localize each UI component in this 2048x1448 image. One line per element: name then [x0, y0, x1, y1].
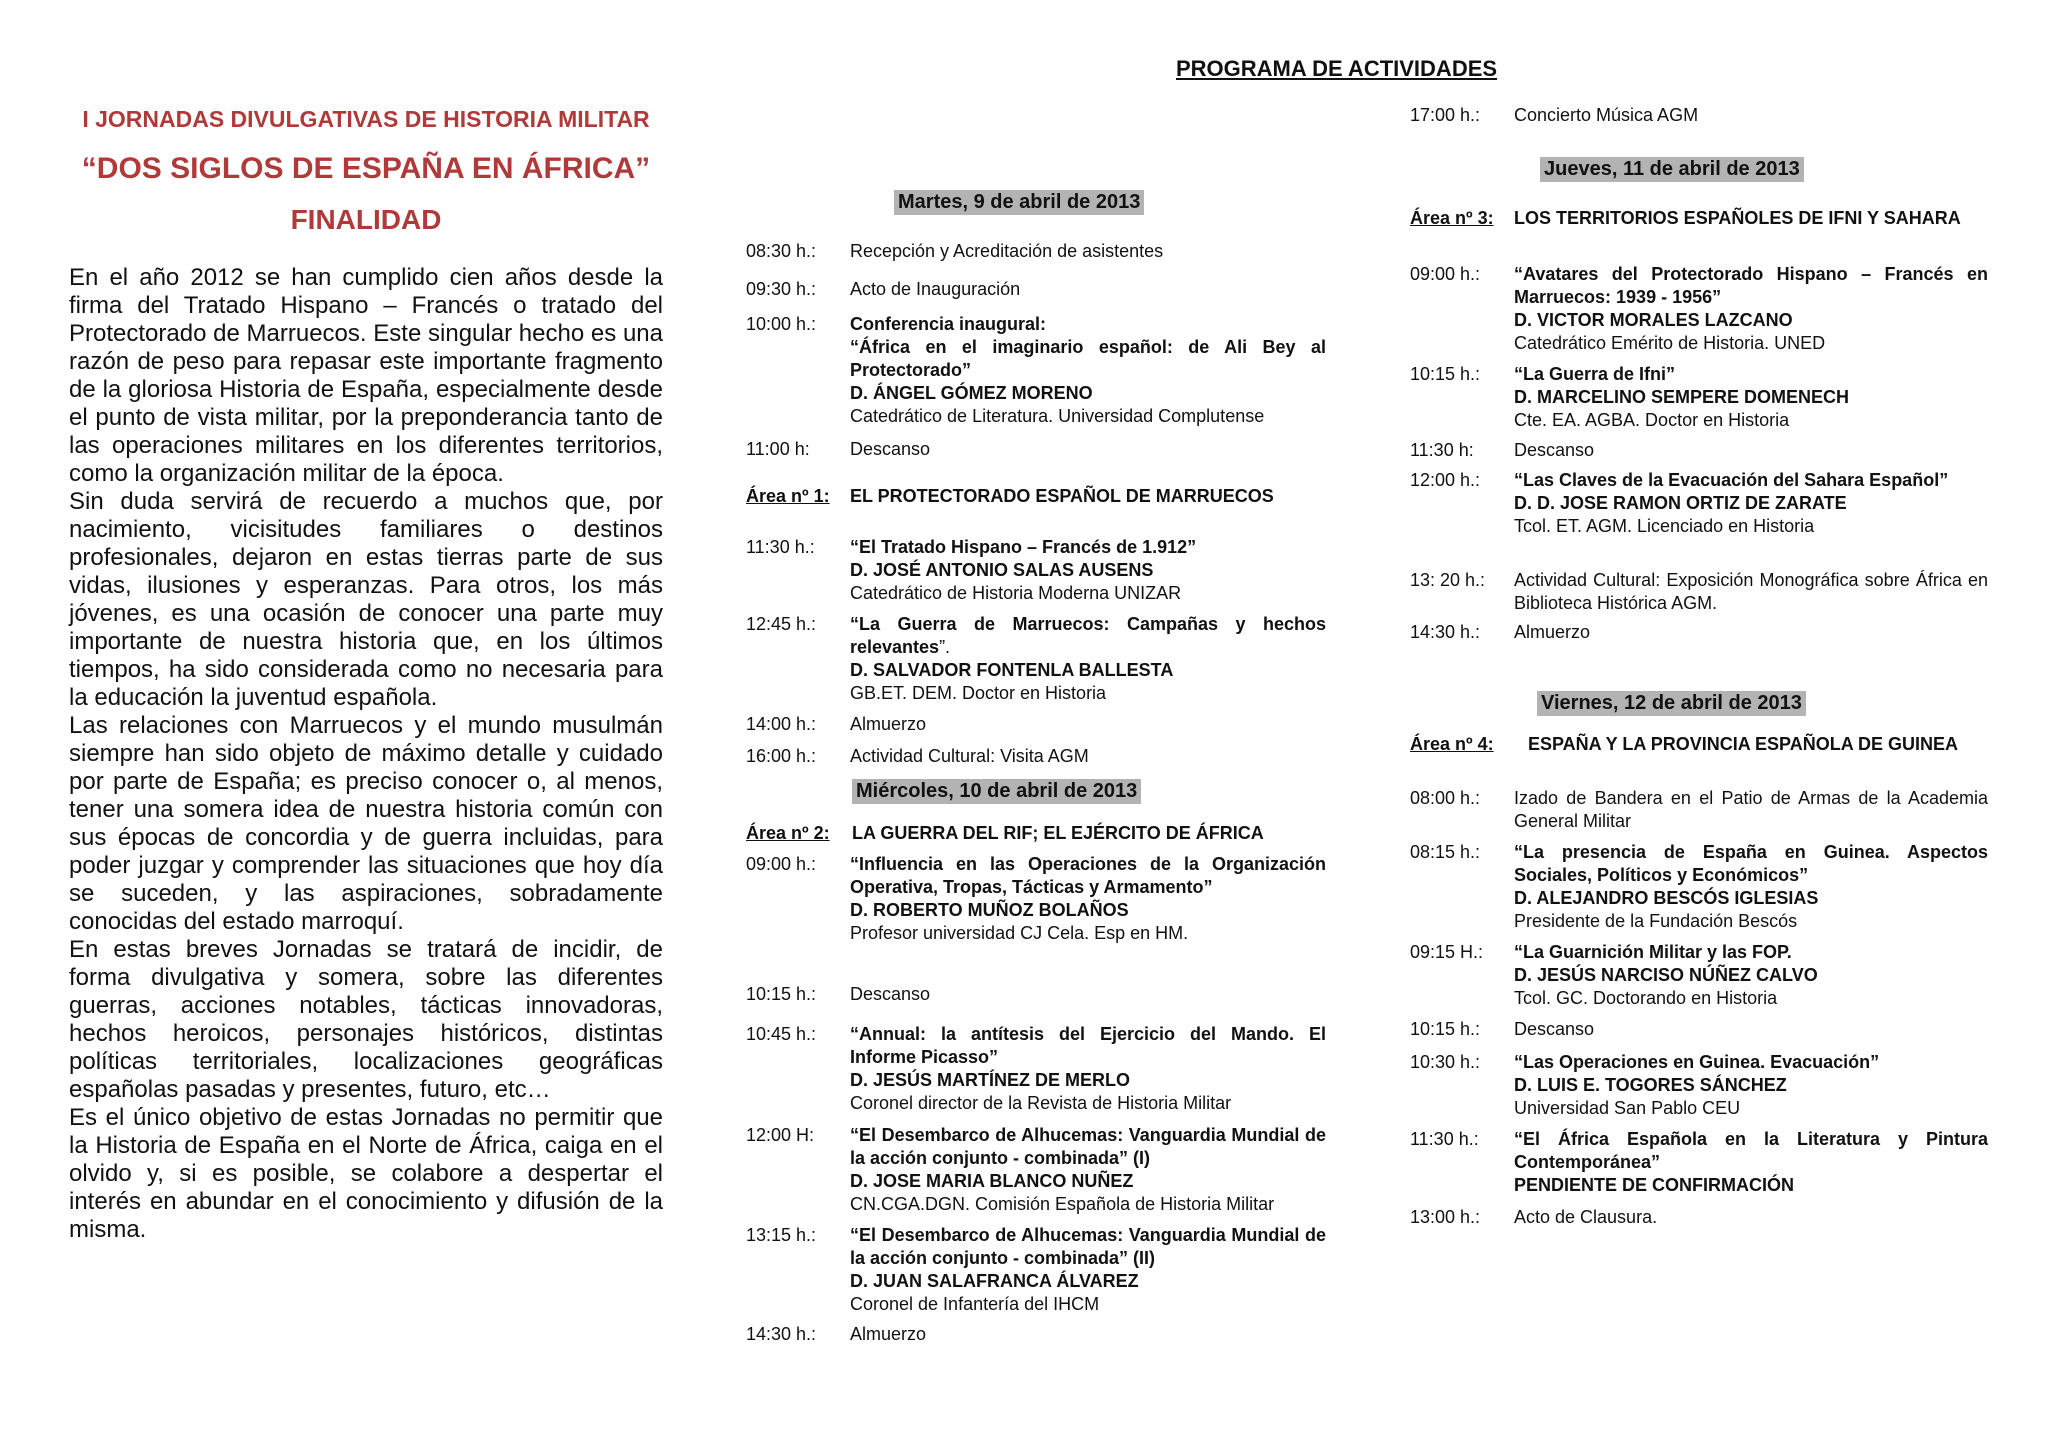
schedule-item [1410, 1128, 1988, 1197]
event-role: Tcol. ET. AGM. Licenciado en Historia [1514, 516, 1815, 536]
event-role: Coronel director de la Revista de Historia Militar [850, 1093, 1232, 1113]
event-speaker: D. VICTOR MORALES LAZCANO [1514, 310, 1793, 330]
event-title-end: ”. [939, 637, 951, 657]
series-title: I JORNADAS DIVULGATIVAS DE HISTORIA MILITAR [82, 106, 650, 132]
event-text: Acto de Inauguración [850, 279, 1021, 299]
schedule-item [1410, 569, 1988, 615]
schedule-item [1410, 787, 1988, 833]
event-speaker: D. JUAN SALAFRANCA ÁLVAREZ [850, 1271, 1139, 1291]
event-title: “Avatares del Protectorado Hispano – Francés en Marruecos: 1939 - 1956” [1514, 264, 1988, 307]
area-name: LOS TERRITORIOS ESPAÑOLES DE IFNI Y SAHARA [1514, 208, 1961, 228]
schedule-item [746, 713, 1326, 736]
day-header-friday: Viernes, 12 de abril de 2013 [1537, 691, 1806, 716]
day-header-wednesday: Miércoles, 10 de abril de 2013 [852, 779, 1141, 804]
event-role: Catedrático Emérito de Historia. UNED [1514, 333, 1826, 353]
event-role: Coronel de Infantería del IHCM [850, 1294, 1100, 1314]
event-time: 10:15 h.: [1410, 364, 1481, 384]
event-text: Descanso [850, 439, 931, 459]
main-title: “DOS SIGLOS DE ESPAÑA EN ÁFRICA” [81, 152, 651, 185]
event-text: Actividad Cultural: Exposición Monográfica sobre África en Biblioteca Histórica AGM. [1514, 570, 1988, 613]
event-role: Tcol. GC. Doctorando en Historia [1514, 988, 1778, 1008]
event-role: Catedrático de Historia Moderna UNIZAR [850, 583, 1182, 603]
event-time: 09:15 H.: [1410, 942, 1484, 962]
area-heading [746, 485, 1326, 508]
event-title: “La Guarnición Militar y las FOP. [1514, 942, 1792, 962]
event-title: “Influencia en las Operaciones de la Organización Operativa, Tropas, Tácticas y Armamento” [850, 854, 1326, 897]
event-time: 08:30 h.: [746, 241, 817, 261]
schedule-item [746, 745, 1326, 768]
paragraph: Es el único objetivo de estas Jornadas no permitir que la Historia de España en el Norte de África, caiga en el olvido y, si es posible, se colabore a despertar el interés en abundar en el conocimiento y difusión de la misma. [69, 1104, 663, 1243]
event-time: 14:00 h.: [746, 714, 817, 734]
schedule-item [746, 983, 1326, 1006]
event-speaker: PENDIENTE DE CONFIRMACIÓN [1514, 1175, 1795, 1195]
area-label: Área nº 1: [746, 486, 830, 506]
day-header-tuesday: Martes, 9 de abril de 2013 [894, 190, 1144, 215]
day-header-thursday: Jueves, 11 de abril de 2013 [1540, 157, 1804, 182]
event-role: GB.ET. DEM. Doctor en Historia [850, 683, 1107, 703]
event-role: Presidente de la Fundación Bescós [1514, 911, 1798, 931]
event-title: “El Desembarco de Alhucemas: Vanguardia Mundial de la acción conjunto - combinada” (II) [850, 1225, 1326, 1268]
area-name: EL PROTECTORADO ESPAÑOL DE MARRUECOS [850, 486, 1274, 506]
section-title: FINALIDAD [290, 204, 442, 235]
area-name: LA GUERRA DEL RIF; EL EJÉRCITO DE ÁFRICA [852, 823, 1264, 843]
paragraph: En estas breves Jornadas se tratará de incidir, de forma divulgativa y somera, sobre las diferentes guerras, acciones notables, tácticas innovadoras, hechos heroicos, personajes históricos, distintas políticas territoriales, localizaciones geográficas españolas pasadas y presentes, futuro, etc… [69, 936, 663, 1103]
schedule-item [1410, 941, 1988, 1010]
event-time: 12:00 H: [746, 1125, 815, 1145]
event-time: 08:15 h.: [1410, 842, 1481, 862]
event-title: “Las Operaciones en Guinea. Evacuación” [1514, 1052, 1880, 1072]
schedule-item [746, 438, 1326, 461]
schedule-item [1410, 469, 1988, 538]
event-time: 13:15 h.: [746, 1225, 817, 1245]
schedule-item [1410, 1206, 1988, 1229]
schedule-item [746, 313, 1326, 428]
schedule-item [1410, 363, 1988, 432]
event-text: Descanso [1514, 1019, 1595, 1039]
schedule-item [746, 1323, 1326, 1346]
event-time: 10:15 h.: [746, 984, 817, 1004]
event-title: “El África Española en la Literatura y Pintura Contemporánea” [1514, 1129, 1988, 1172]
event-title: “La Guerra de Marruecos: Campañas y hechos relevantes [850, 614, 1326, 657]
area-label: Área nº 2: [746, 823, 830, 843]
schedule-item [1410, 263, 1988, 355]
event-time: 12:00 h.: [1410, 470, 1481, 490]
event-speaker: D. JOSE MARIA BLANCO NUÑEZ [850, 1171, 1134, 1191]
schedule-item [746, 613, 1326, 705]
event-time: 13:00 h.: [1410, 1207, 1481, 1227]
schedule-item [746, 1023, 1326, 1115]
event-time: 09:00 h.: [1410, 264, 1481, 284]
event-time: 16:00 h.: [746, 746, 817, 766]
event-role: Profesor universidad CJ Cela. Esp en HM. [850, 923, 1189, 943]
event-title: “Annual: la antítesis del Ejercicio del Mando. El Informe Picasso” [850, 1024, 1326, 1067]
event-title: “La presencia de España en Guinea. Aspectos Sociales, Políticos y Económicos” [1514, 842, 1988, 885]
event-title: “Las Claves de la Evacuación del Sahara Español” [1514, 470, 1949, 490]
event-speaker: D. ROBERTO MUÑOZ BOLAÑOS [850, 900, 1129, 920]
event-speaker: D. JOSÉ ANTONIO SALAS AUSENS [850, 560, 1154, 580]
event-text: Descanso [850, 984, 931, 1004]
event-text: Almuerzo [850, 1324, 927, 1344]
area-label: Área nº 4: [1410, 734, 1494, 754]
event-speaker: D. SALVADOR FONTENLA BALLESTA [850, 660, 1174, 680]
area-label: Área nº 3: [1410, 208, 1494, 228]
schedule-item [746, 1224, 1326, 1316]
event-speaker: D. LUIS E. TOGORES SÁNCHEZ [1514, 1075, 1787, 1095]
event-time: 10:00 h.: [746, 314, 817, 334]
area-name: ESPAÑA Y LA PROVINCIA ESPAÑOLA DE GUINEA [1528, 734, 1959, 754]
program-title: PROGRAMA DE ACTIVIDADES [1176, 56, 1498, 81]
area-heading [1410, 207, 1988, 230]
event-time: 11:00 h: [746, 439, 810, 459]
area-heading [746, 822, 1326, 845]
event-time: 10:30 h.: [1410, 1052, 1481, 1072]
schedule-item [746, 1124, 1326, 1216]
schedule-item [746, 853, 1326, 945]
schedule-item [1410, 841, 1988, 933]
event-time: 14:30 h.: [1410, 622, 1481, 642]
event-text: Recepción y Acreditación de asistentes [850, 241, 1164, 261]
paragraph: Las relaciones con Marruecos y el mundo musulmán siempre han sido objeto de máximo detalle y cuidado por parte de España; es preciso conocer o, al menos, tener una somera idea de nuestra historia común con sus épocas de concordia y de guerra incluidas, para poder juzgar y comprender las situaciones que hoy día se suceden, y las aspiraciones, sobradamente conocidas del estado marroquí. [69, 712, 663, 935]
event-time: 11:30 h.: [746, 537, 815, 557]
event-time: 09:30 h.: [746, 279, 817, 299]
event-time: 08:00 h.: [1410, 788, 1481, 808]
finalidad-body [69, 264, 663, 1244]
event-role: Cte. EA. AGBA. Doctor en Historia [1514, 410, 1790, 430]
schedule-item [1410, 1018, 1988, 1041]
event-time: 13: 20 h.: [1410, 570, 1486, 590]
event-role: Catedrático de Literatura. Universidad Complutense [850, 406, 1265, 426]
event-time: 09:00 h.: [746, 854, 817, 874]
schedule-item [746, 240, 1326, 263]
event-speaker: D. ALEJANDRO BESCÓS IGLESIAS [1514, 888, 1819, 908]
event-time: 10:45 h.: [746, 1024, 817, 1044]
event-title: “La Guerra de Ifni” [1514, 364, 1676, 384]
event-speaker: D. JESÚS MARTÍNEZ DE MERLO [850, 1070, 1131, 1090]
schedule-item [1410, 439, 1988, 462]
event-time: 10:15 h.: [1410, 1019, 1481, 1039]
event-text: Concierto Música AGM [1514, 105, 1699, 125]
event-role: CN.CGA.DGN. Comisión Española de Historia Militar [850, 1194, 1275, 1214]
event-time: 11:30 h: [1410, 440, 1474, 460]
event-role: Universidad San Pablo CEU [1514, 1098, 1741, 1118]
event-label: Conferencia inaugural: [850, 314, 1047, 334]
event-title: “África en el imaginario español: de Ali Bey al Protectorado” [850, 337, 1326, 380]
schedule-item [746, 278, 1326, 301]
event-text: Izado de Bandera en el Patio de Armas de la Academia General Militar [1514, 788, 1988, 831]
event-time: 11:30 h.: [1410, 1129, 1479, 1149]
schedule-item [1410, 104, 1988, 127]
event-time: 14:30 h.: [746, 1324, 817, 1344]
schedule-item [1410, 1051, 1988, 1120]
event-text: Descanso [1514, 440, 1595, 460]
event-speaker: D. D. JOSE RAMON ORTIZ DE ZARATE [1514, 493, 1847, 513]
event-speaker: D. JESÚS NARCISO NÚÑEZ CALVO [1514, 965, 1818, 985]
event-title: “El Tratado Hispano – Francés de 1.912” [850, 537, 1197, 557]
paragraph: En el año 2012 se han cumplido cien años desde la firma del Tratado Hispano – Francés o tratado del Protectorado de Marruecos. Este singular hecho es una razón de peso para repasar este importante fragmento de la gloriosa Historia de España, especialmente desde el punto de vista militar, por la preponderancia tanto de las operaciones militares en los diferentes territorios, como la organización militar de la época. [69, 264, 663, 487]
event-time: 17:00 h.: [1410, 105, 1481, 125]
event-text: Almuerzo [850, 714, 927, 734]
area-heading [1410, 733, 1988, 756]
event-text: Almuerzo [1514, 622, 1591, 642]
event-speaker: D. ÁNGEL GÓMEZ MORENO [850, 383, 1093, 403]
schedule-item [1410, 621, 1988, 644]
paragraph: Sin duda servirá de recuerdo a muchos que, por nacimiento, vicisitudes familiares o destinos profesionales, dejaron en estas tierras parte de sus vidas, ilusiones y esperanzas. Para otros, los más jóvenes, es una ocasión de conocer una parte muy importante de nuestra historia que, en los últimos tiempos, ha sido considerada como no necesaria para la educación la juventud española. [69, 488, 663, 711]
event-text: Actividad Cultural: Visita AGM [850, 746, 1089, 766]
event-speaker: D. MARCELINO SEMPERE DOMENECH [1514, 387, 1850, 407]
event-text: Acto de Clausura. [1514, 1207, 1658, 1227]
event-title: “El Desembarco de Alhucemas: Vanguardia Mundial de la acción conjunto - combinada” (I) [850, 1125, 1326, 1168]
event-time: 12:45 h.: [746, 614, 817, 634]
schedule-item [746, 536, 1326, 605]
